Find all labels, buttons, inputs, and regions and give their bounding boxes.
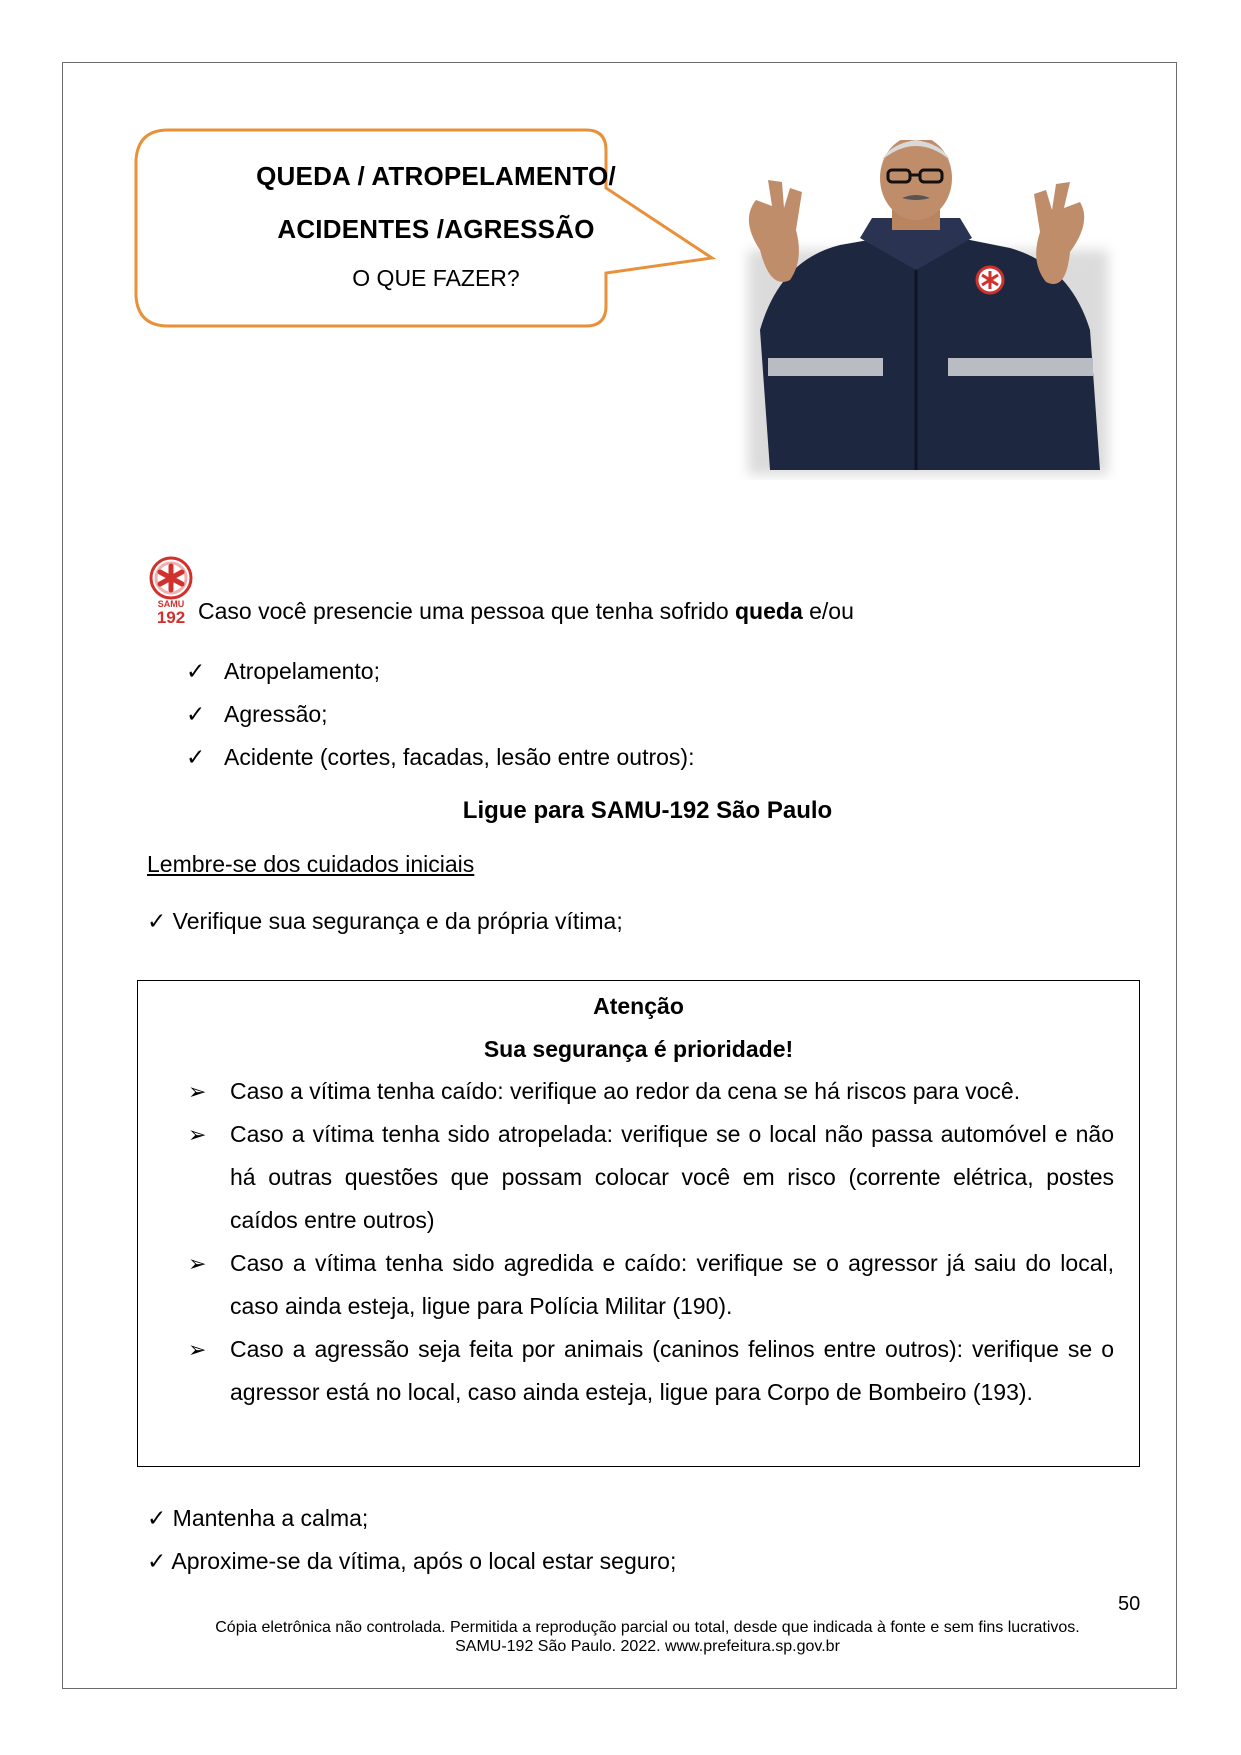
intro-bold: queda <box>735 598 803 624</box>
arrow-bullet-icon: ➢ <box>188 1122 207 1147</box>
list-item-text: Caso a agressão seja feita por animais (caninos felinos entre outros): verifique se o agressor está no local, caso ainda esteja, ligue para Corpo de Bombeiro (193). <box>230 1336 1114 1405</box>
list-item-text: Caso a vítima tenha caído: verifique ao redor da cena se há riscos para você. <box>230 1078 1021 1104</box>
list-item-text: Caso a vítima tenha sido atropelada: verifique se o local não passa automóvel e não há outras questões que possam colocar você em risco (corrente elétrica, postes caídos entre outros) <box>230 1121 1114 1233</box>
attention-subtitle: Sua segurança é prioridade! <box>483 1036 794 1062</box>
samu-logo-label: SAMU <box>157 599 185 609</box>
intro-prefix: Caso você presencie uma pessoa que tenha sofrido <box>198 598 735 624</box>
after-steps-list <box>147 1497 676 1583</box>
list-item <box>186 650 694 693</box>
intro-suffix: e/ou <box>802 598 854 624</box>
list-item-text: Aproxime-se da vítima, após o local estar seguro; <box>171 1548 677 1574</box>
list-item <box>147 1540 676 1583</box>
samu-logo-text <box>146 600 196 626</box>
arrow-bullet-icon: ➢ <box>188 1337 207 1362</box>
arrow-bullet-icon: ➢ <box>188 1251 207 1276</box>
arrow-bullet-icon: ➢ <box>188 1079 207 1104</box>
intro-text <box>198 598 854 625</box>
list-item <box>186 693 694 736</box>
footer <box>0 1618 1241 1656</box>
bubble-title <box>138 150 734 256</box>
list-item <box>188 1113 1114 1242</box>
list-item-text: Caso a vítima tenha sido agredida e caído: verifique se o agressor já saiu do local, caso ainda esteja, ligue para Polícia Militar (190). <box>230 1250 1114 1319</box>
footer-line2: SAMU-192 São Paulo. 2022. www.prefeitura.sp.gov.br <box>455 1638 840 1655</box>
attention-list <box>188 1070 1114 1414</box>
speech-bubble <box>130 128 730 348</box>
bubble-title-line1: QUEDA / ATROPELAMENTO/ <box>256 161 616 191</box>
samu-logo-number: 192 <box>156 608 186 627</box>
bubble-subtitle: O QUE FAZER? <box>352 265 520 291</box>
list-item-text: Atropelamento; <box>224 658 380 684</box>
list-item <box>188 1328 1114 1414</box>
remember-heading: Lembre-se dos cuidados iniciais <box>147 851 475 877</box>
checkmark-icon: ✓ <box>186 744 206 770</box>
attention-title: Atenção <box>593 993 684 1019</box>
list-item-text: Acidente (cortes, facadas, lesão entre outros): <box>224 744 695 770</box>
list-item-text: Agressão; <box>224 701 328 727</box>
situations-list <box>186 650 694 779</box>
checkmark-icon: ✓ <box>147 1505 167 1531</box>
bubble-title-line2: ACIDENTES /AGRESSÃO <box>277 214 595 244</box>
checkmark-icon: ✓ <box>147 908 167 934</box>
attention-box <box>137 980 1140 1467</box>
page-number: 50 <box>1118 1593 1141 1615</box>
paramedic-photo <box>720 140 1122 480</box>
call-action: Ligue para SAMU-192 São Paulo <box>462 797 833 824</box>
list-item <box>147 1497 676 1540</box>
list-item <box>188 1242 1114 1328</box>
first-step-text: Verifique sua segurança e da própria vítima; <box>172 908 623 934</box>
checkmark-icon: ✓ <box>147 1548 167 1574</box>
list-item-text: Mantenha a calma; <box>172 1505 369 1531</box>
checkmark-icon: ✓ <box>186 701 206 727</box>
list-item <box>186 736 694 779</box>
checkmark-icon: ✓ <box>186 658 206 684</box>
first-step <box>147 908 623 935</box>
list-item <box>188 1070 1114 1113</box>
footer-line1: Cópia eletrônica não controlada. Permitida a reprodução parcial ou total, desde que indicada à fonte e sem fins lucrativos. <box>215 1619 1080 1636</box>
